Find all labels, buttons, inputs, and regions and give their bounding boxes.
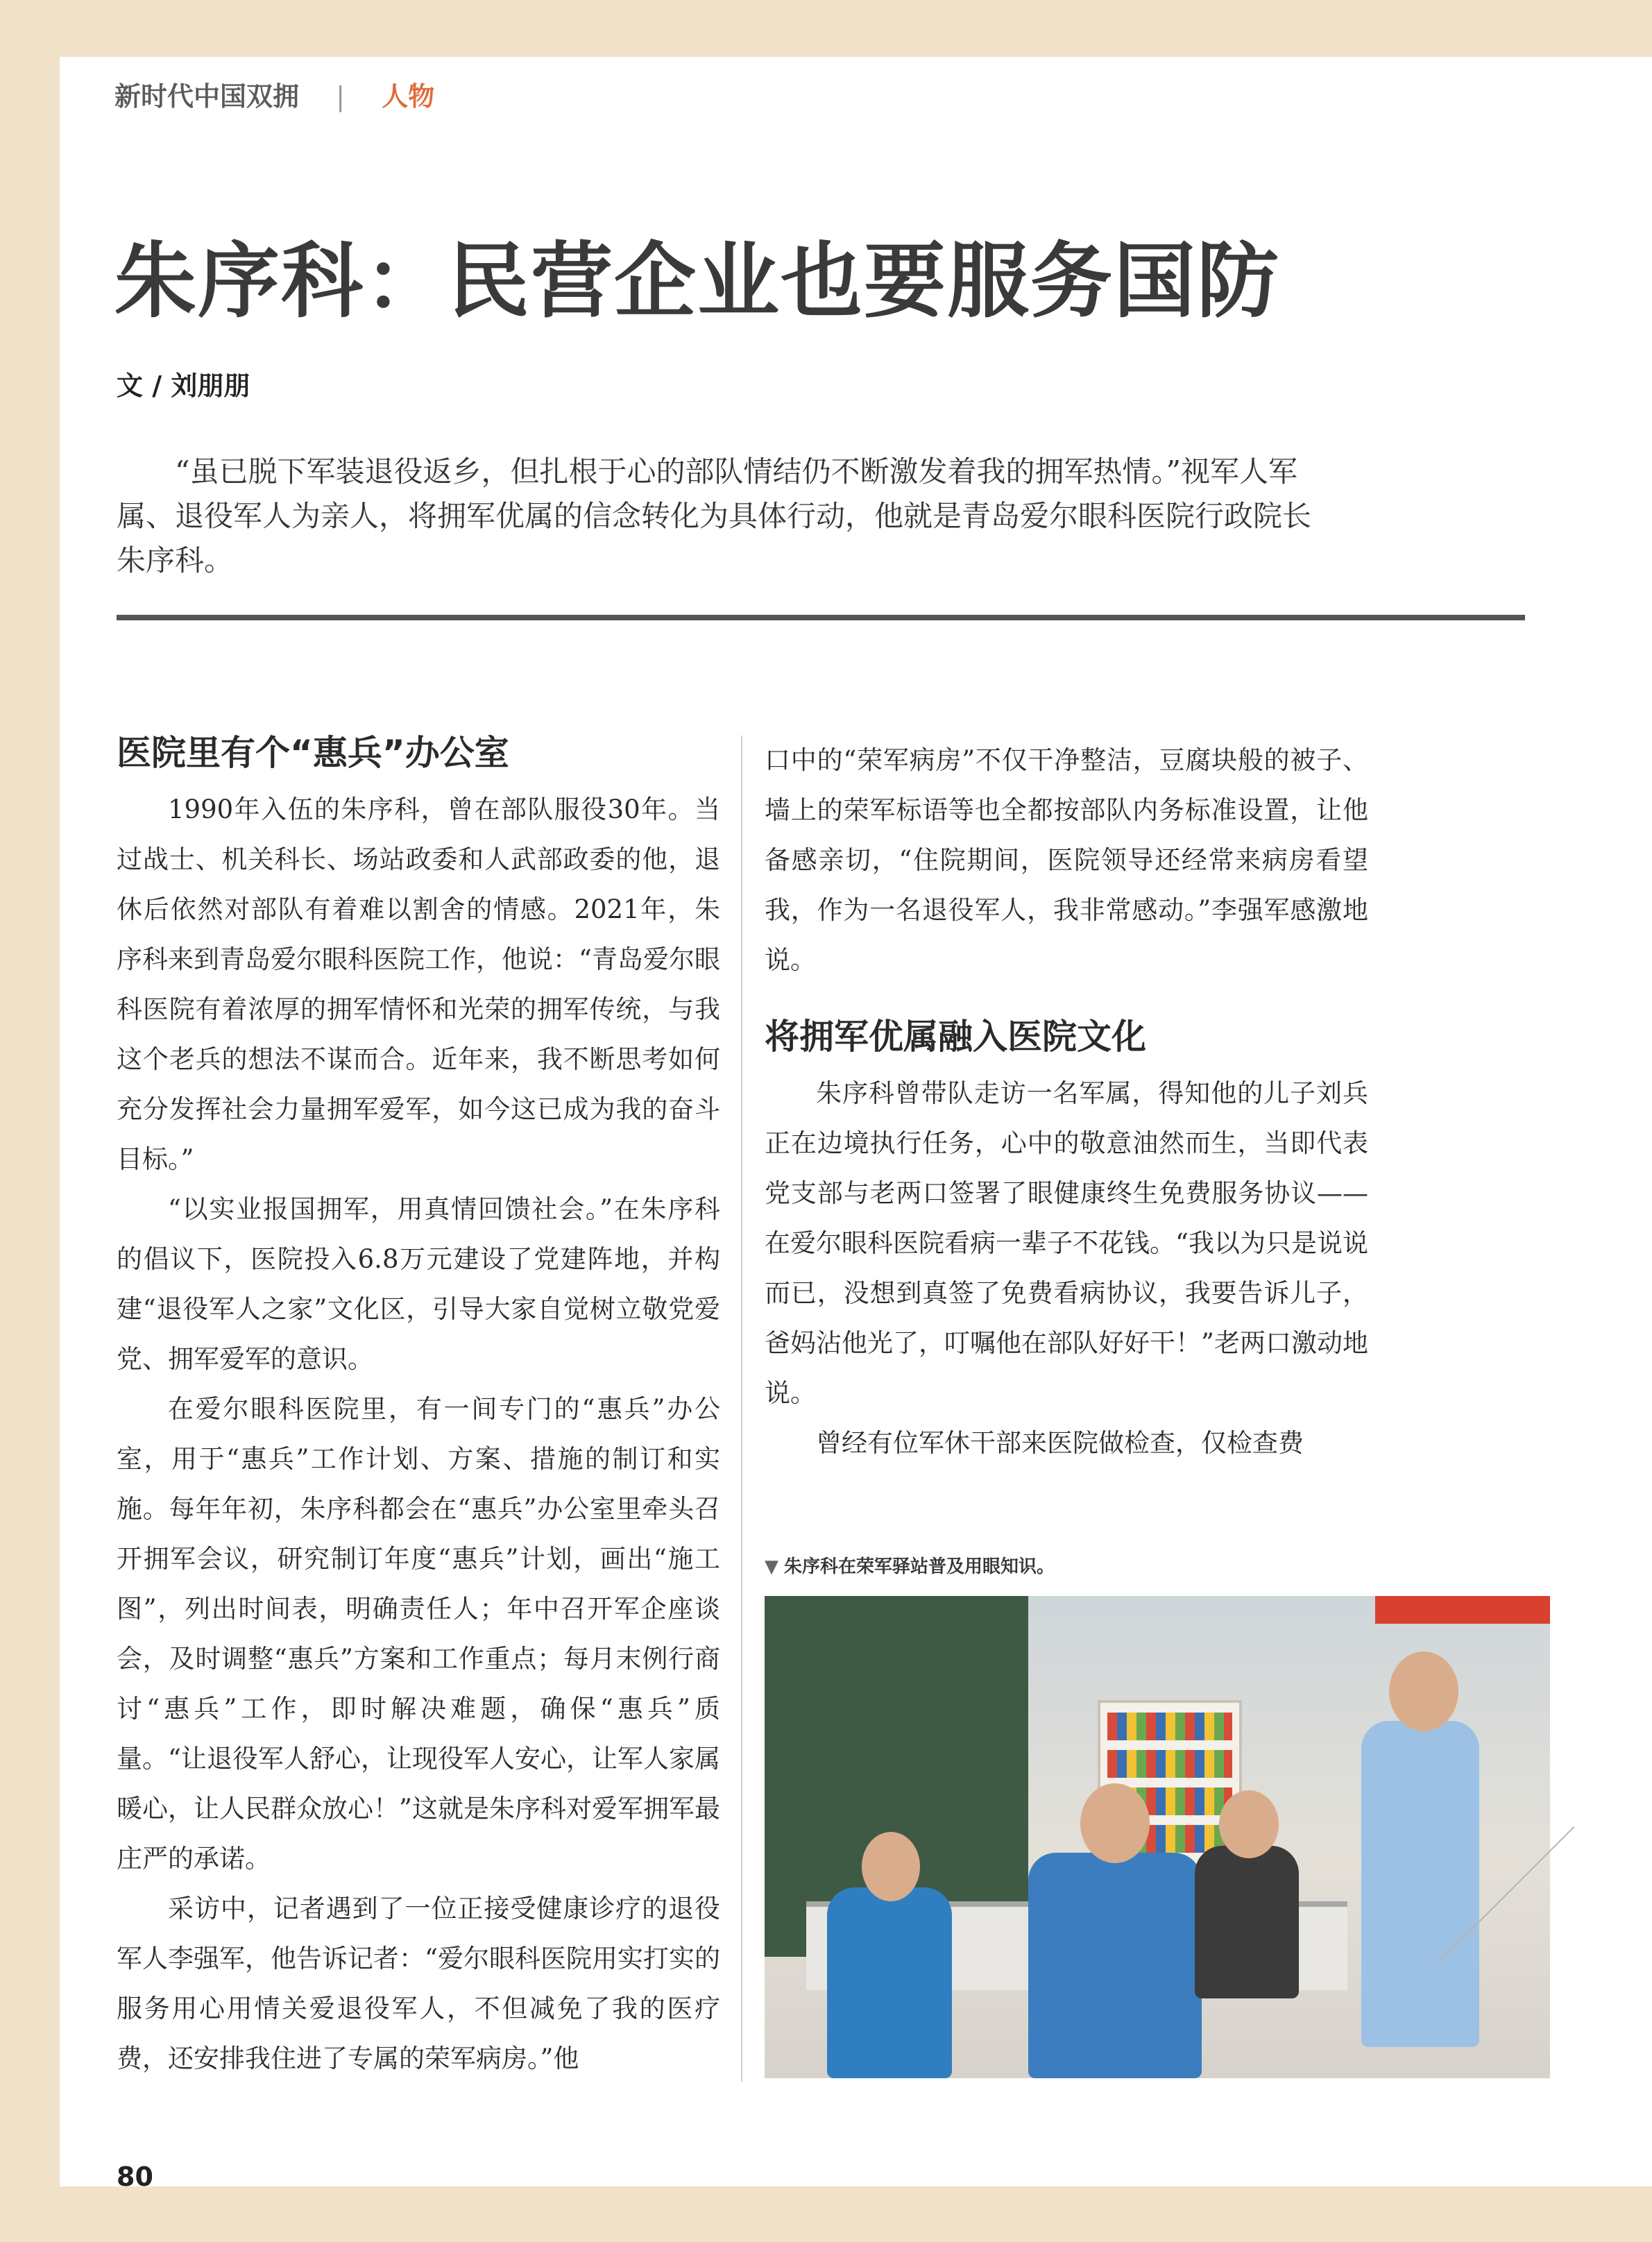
photo-head-4	[1389, 1651, 1458, 1731]
article-lede: “虽已脱下军装退役返乡，但扎根于心的部队情结仍不断激发着我的拥军热情。”视军人军属、退役军人为亲人，将拥军优属的信念转化为具体行动，他就是青岛爱尔眼科医院行政院长朱序科。	[117, 455, 1312, 577]
paragraph-continuation: 口中的“荣军病房”不仅干净整洁，豆腐块般的被子、墙上的荣军标语等也全都按部队内务标准设置，让他备感亲切，“住院期间，医院领导还经常来病房看望我，作为一名退役军人，我非常感动。”李强军感激地说。	[765, 745, 1368, 975]
section-heading-1: 医院里有个“惠兵”办公室	[117, 733, 509, 773]
header-separator: |	[336, 81, 346, 112]
paragraph: 曾经有位军休干部来医院做检查，仅检查费	[816, 1428, 1304, 1458]
column-divider	[741, 736, 742, 2082]
photo-red-sign	[1375, 1596, 1550, 1624]
paragraph: 朱序科曾带队走访一名军属，得知他的儿子刘兵正在边境执行任务，心中的敬意油然而生，当即代表党支部与老两口签署了眼健康终生免费服务协议——在爱尔眼科医院看病一辈子不花钱。“我以为只是说说而已，没想到真签了免费看病协议，我要告诉儿子，爸妈沾他光了，叮嘱他在部队好好干！”老两口激动地说。	[765, 1078, 1368, 1408]
photo-head-1	[862, 1832, 920, 1901]
paragraph: 1990年入伍的朱序科，曾在部队服役30年。当过战士、机关科长、场站政委和人武部政委的他，退休后依然对部队有着难以割舍的情感。2021年，朱序科来到青岛爱尔眼科医院工作，他说：“青岛爱尔眼科医院有着浓厚的拥军情怀和光荣的拥军传统，与我这个老兵的想法不谋而合。近年来，我不断思考如何充分发挥社会力量拥军爱军，如今这已成为我的奋斗目标。”	[117, 795, 720, 1174]
photo-head-2	[1080, 1783, 1150, 1863]
photo-person-2	[1028, 1853, 1202, 2078]
paragraph: 在爱尔眼科医院里，有一间专门的“惠兵”办公室，用于“惠兵”工作计划、方案、措施的制订和实施。每年年初，朱序科都会在“惠兵”办公室里牵头召开拥军会议，研究制订年度“惠兵”计划，画出“施工图”，列出时间表，明确责任人；年中召开军企座谈会，及时调整“惠兵”方案和工作重点；每月末例行商讨“惠兵”工作，即时解决难题，确保“惠兵”质量。“让退役军人舒心，让现役军人安心，让军人家属暖心，让人民群众放心！”这就是朱序科对爱军拥军最庄严的承诺。	[117, 1394, 720, 1874]
paragraph: “以实业报国拥军，用真情回馈社会。”在朱序科的倡议下，医院投入6.8万元建设了党建阵地，并构建“退役军人之家”文化区，引导大家自觉树立敬党爱党、拥军爱军的意识。	[117, 1194, 720, 1374]
paragraph: 采访中，记者遇到了一位正接受健康诊疗的退役军人李强军，他告诉记者：“爱尔眼科医院用实打实的服务用心用情关爱退役军人，不但减免了我的医疗费，还安排我住进了专属的荣军病房。”他	[117, 1894, 720, 2073]
article-photo	[765, 1596, 1550, 2078]
photo-caption	[765, 1552, 1055, 1578]
publication-name: 新时代中国双拥	[114, 81, 300, 112]
photo-person-3	[1195, 1846, 1299, 1998]
photo-person-1	[827, 1887, 952, 2078]
photo-head-3	[1219, 1790, 1279, 1858]
photo-person-4	[1361, 1721, 1479, 2047]
caption-triangle-icon: ▼	[765, 1556, 778, 1577]
article-title: 朱序科：民营企业也要服务国防	[114, 232, 1281, 329]
running-header	[114, 75, 434, 113]
left-column	[117, 725, 720, 2084]
caption-text: 朱序科在荣军驿站普及用眼知识。	[784, 1556, 1055, 1577]
byline: 文 / 刘朋朋	[117, 371, 250, 401]
right-column	[765, 736, 1368, 1468]
page-number: 80	[117, 2162, 153, 2192]
lede-divider	[117, 615, 1525, 620]
section-heading-2: 将拥军优属融入医院文化	[765, 1017, 1146, 1057]
section-label: 人物	[382, 81, 435, 112]
